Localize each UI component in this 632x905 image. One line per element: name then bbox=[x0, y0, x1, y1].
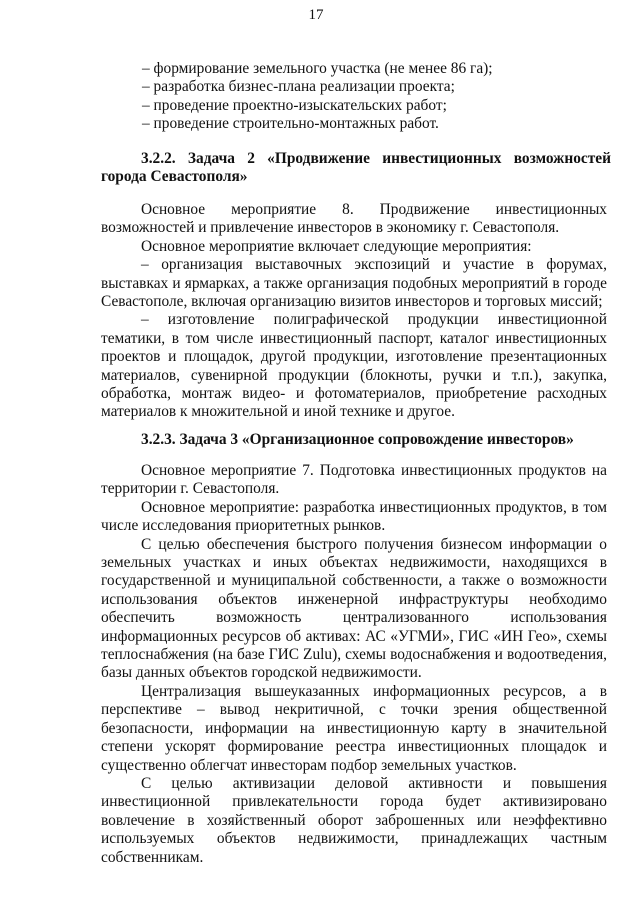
list-item: – проведение проектно-изыскательских работ; bbox=[142, 96, 447, 114]
list-item: – формирование земельного участка (не менее 86 га); bbox=[142, 60, 493, 77]
paragraph: – организация выставочных экспозиций и участие в форумах, выставках и ярмарках, а также организация подобных мероприятий в городе Севастополе, включая организацию визитов инвесторов и торговых миссий; bbox=[101, 256, 607, 311]
page-number: 17 bbox=[308, 7, 324, 23]
list-item: – разработка бизнес-плана реализации проекта; bbox=[142, 78, 455, 96]
paragraph: Основное мероприятие включает следующие мероприятия: bbox=[141, 237, 532, 255]
paragraph: Основное мероприятие 7. Подготовка инвестиционных продуктов на территории г. Севастополя. bbox=[101, 462, 607, 498]
paragraph: С целью обеспечения быстрого получения бизнесом информации о земельных участках и иных объектах недвижимости, находящихся в государственной и муниципальной собственности, а также о возможности использования объектов инженерной инфраструктуры необходимо обеспечить возможность централизованного использования информационных ресурсов об активах: АС «УГМИ», ГИС «ИН Гео», схемы теплоснабжения (на базе ГИС Zulu), схемы водоснабжения и водоотведения, базы данных объектов городской недвижимости. bbox=[101, 535, 607, 682]
section-body-3-2-3 bbox=[101, 462, 607, 867]
section-body-3-2-2 bbox=[101, 201, 607, 422]
paragraph: С целью активизации деловой активности и повышения инвестиционной привлекательности города будет активизировано вовлечение в хозяйственный оборот заброшенных или неэффективно используемых объектов недвижимости, принадлежащих частным собственникам. bbox=[101, 774, 607, 866]
section-heading-3-2-2: 3.2.2. Задача 2 «Продвижение инвестиционных возможностей города Севастополя» bbox=[101, 150, 611, 186]
section-heading-3-2-3: 3.2.3. Задача 3 «Организационное сопровождение инвесторов» bbox=[141, 431, 574, 448]
list-item: – проведение строительно-монтажных работ. bbox=[142, 115, 439, 133]
paragraph: Основное мероприятие 8. Продвижение инвестиционных возможностей и привлечение инвесторов в экономику г. Севастополя. bbox=[101, 201, 607, 237]
requirements-list bbox=[142, 60, 493, 134]
paragraph: Централизация вышеуказанных информационных ресурсов, а в перспективе – вывод некритичной, с точки зрения общественной безопасности, информации на инвестиционную карту в значительной степени ускорят формирование реестра инвестиционных площадок и существенно облегчат инвесторам подбор земельных участков. bbox=[101, 682, 607, 774]
paragraph: – изготовление полиграфической продукции инвестиционной тематики, в том числе инвестиционный паспорт, каталог инвестиционных проектов и площадок, другой продукции, изготовление презентационных материалов, сувенирной продукции (блокноты, ручки и т.п.), закупка, обработка, монтаж видео- и фотоматериалов, приобретение расходных материалов к множительной и иной технике и другое. bbox=[101, 311, 607, 421]
paragraph: Основное мероприятие: разработка инвестиционных продуктов, в том числе исследования приоритетных рынков. bbox=[101, 498, 607, 535]
